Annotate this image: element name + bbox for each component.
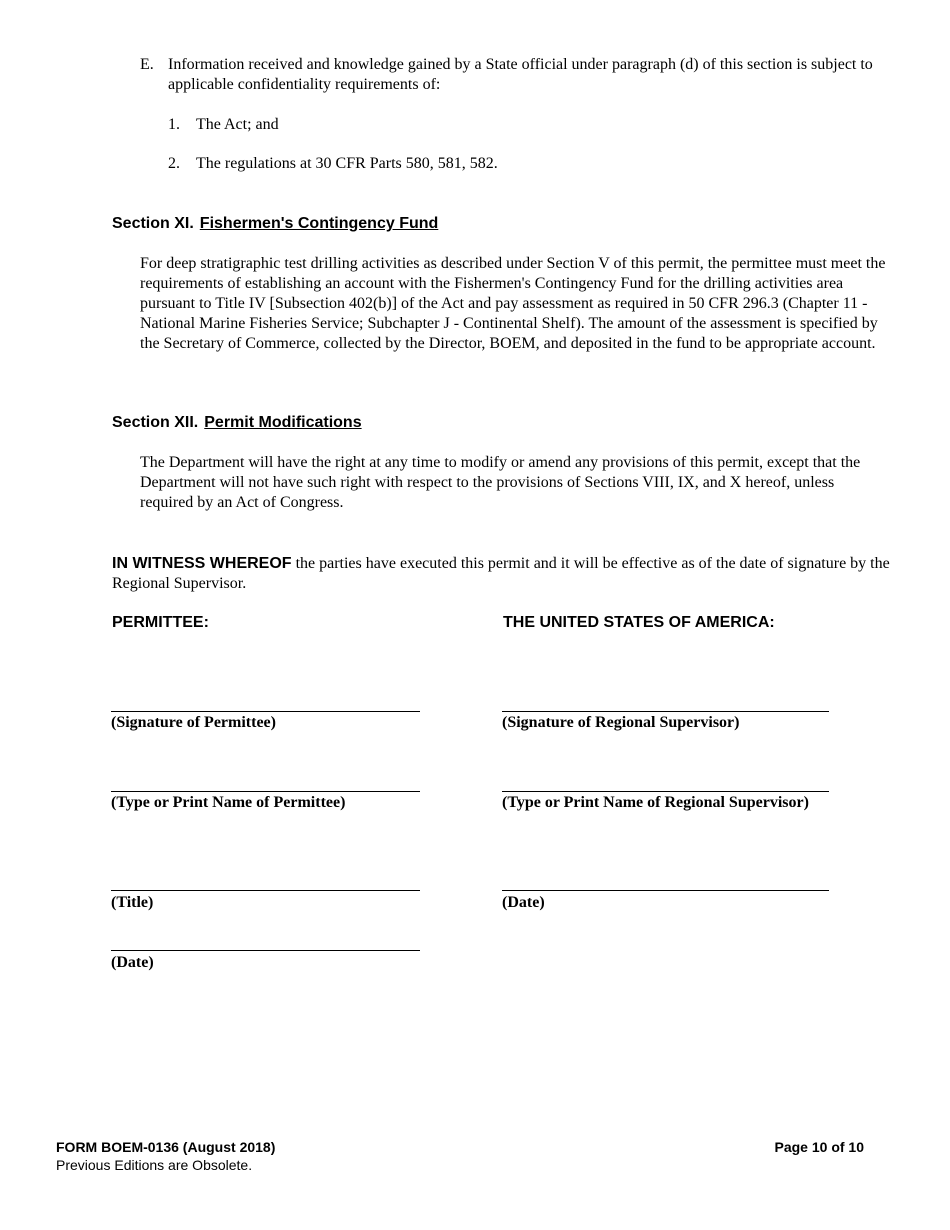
permittee-date-caption: (Date)	[111, 954, 154, 971]
page-number: Page 10 of 10	[774, 1139, 864, 1155]
supervisor-name-caption: (Type or Print Name of Regional Supervisor)	[502, 794, 809, 811]
supervisor-date-line[interactable]	[502, 890, 829, 891]
sub-list-marker: 2.	[168, 155, 180, 172]
supervisor-name-line[interactable]	[502, 791, 829, 792]
sub-list-marker: 1.	[168, 116, 180, 133]
sub-list-item	[168, 115, 279, 135]
supervisor-signature-line[interactable]	[502, 711, 829, 712]
sub-list-text: The regulations at 30 CFR Parts 580, 581, 582.	[196, 155, 498, 172]
permittee-name-caption: (Type or Print Name of Permittee)	[111, 794, 346, 811]
form-number: FORM BOEM-0136 (August 2018)	[56, 1139, 276, 1155]
section-title: Fishermen's Contingency Fund	[199, 215, 439, 232]
supervisor-date-caption: (Date)	[502, 894, 545, 911]
section-number: Section XI.	[112, 215, 194, 232]
permittee-label: PERMITTEE:	[112, 614, 209, 631]
list-marker: E.	[140, 56, 154, 73]
list-item-text: Information received and knowledge gained by a State official under paragraph (d) of this section is subject to applicable confidentiality requirements of:	[168, 56, 873, 93]
section-xi-heading	[112, 214, 438, 234]
obsolete-note: Previous Editions are Obsolete.	[56, 1157, 253, 1173]
permittee-title-caption: (Title)	[111, 894, 154, 911]
footer-form-info	[56, 1138, 275, 1174]
witness-clause	[112, 554, 892, 594]
permittee-signature-caption: (Signature of Permittee)	[111, 714, 276, 731]
section-xii-body: The Department will have the right at any time to modify or amend any provisions of this permit, except that the Department will not have such right with respect to the provisions of Sections VIII, IX, and X hereof, unless required by an Act of Congress.	[140, 454, 861, 511]
witness-text: the parties have executed this permit and it will be effective as of the date of signature by the Regional Supervisor.	[112, 555, 890, 592]
sub-list-item	[168, 154, 498, 174]
section-title: Permit Modifications	[204, 414, 362, 431]
permittee-name-line[interactable]	[111, 791, 420, 792]
permittee-title-line[interactable]	[111, 890, 420, 891]
permittee-signature-line[interactable]	[111, 711, 420, 712]
section-xii-heading	[112, 413, 362, 433]
section-number: Section XII.	[112, 414, 199, 431]
supervisor-signature-caption: (Signature of Regional Supervisor)	[502, 714, 740, 731]
witness-lead: IN WITNESS WHEREOF	[112, 555, 292, 572]
permittee-date-line[interactable]	[111, 950, 420, 951]
section-xi-body: For deep stratigraphic test drilling activities as described under Section V of this permit, the permittee must meet the requirements of establishing an account with the Fishermen's Contingency Fund for the drilling activities area pursuant to Title IV [Subsection 402(b)] of the Act and pay assessment as required in 50 CFR 296.3 (Chapter 11 - National Marine Fisheries Service; Subchapter J - Continental Shelf). The amount of the assessment is specified by the Secretary of Commerce, collected by the Director, BOEM, and deposited in the fund to be appropriate account.	[140, 255, 886, 352]
list-item-e	[140, 55, 880, 95]
usa-label: THE UNITED STATES OF AMERICA:	[503, 614, 775, 631]
sub-list-text: The Act; and	[196, 116, 279, 133]
